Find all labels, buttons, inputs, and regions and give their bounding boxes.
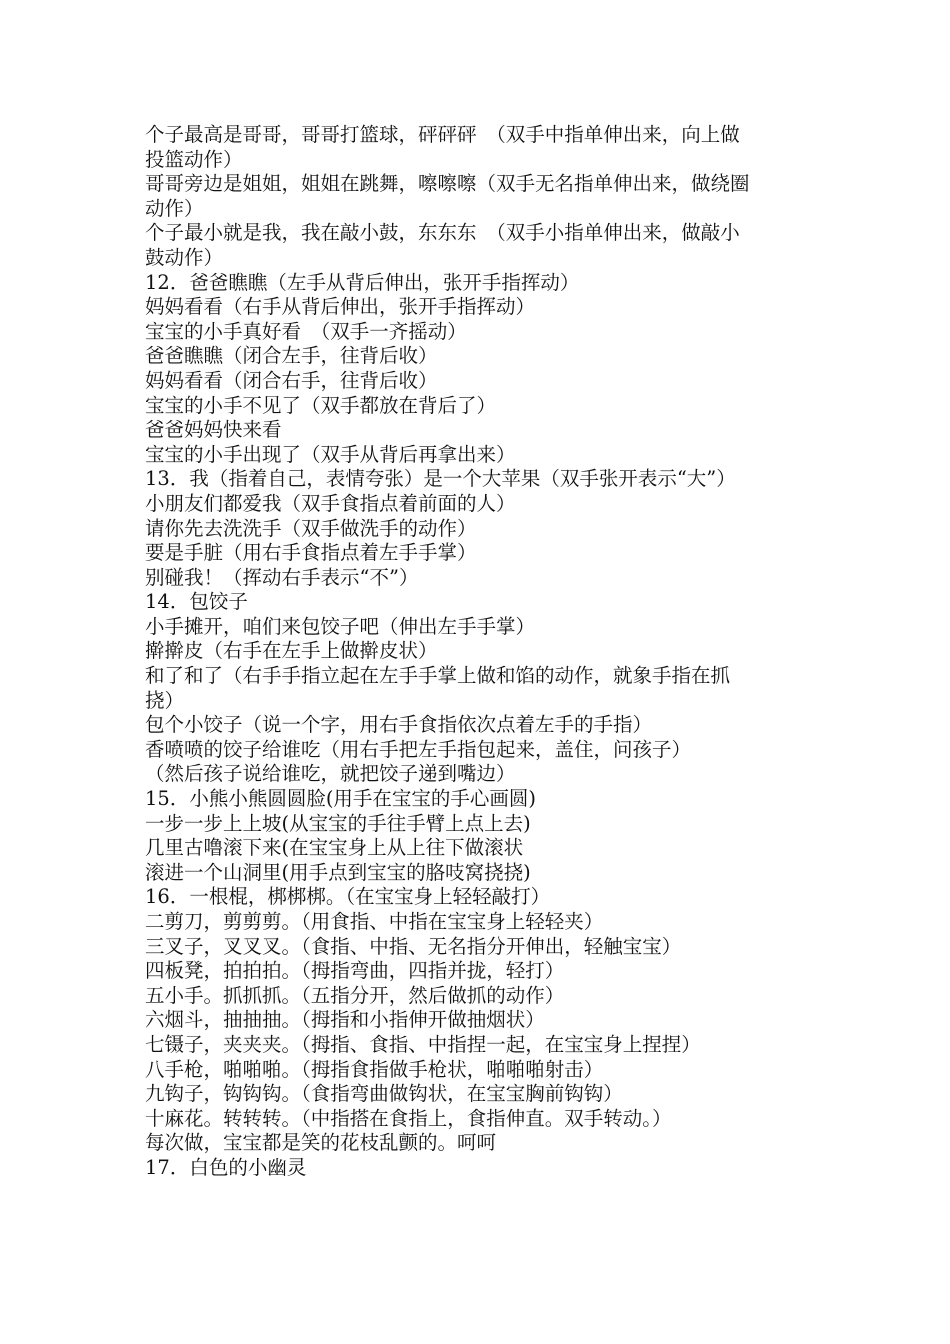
text-line: 15．小熊小熊圆圆脸(用手在宝宝的手心画圆) xyxy=(145,787,537,811)
text-line: 包个小饺子（说一个字，用右手食指依次点着左手的手指） xyxy=(145,713,653,737)
text-line: 别碰我！（挥动右手表示“不”） xyxy=(145,565,419,589)
text-line: 动作） xyxy=(145,196,204,220)
text-line: 妈妈看看（右手从背后伸出，张开手指挥动） xyxy=(145,295,536,319)
text-line: 小朋友们都爱我（双手食指点着前面的人） xyxy=(145,491,516,515)
text-line: 宝宝的小手真好看 （双手一齐摇动） xyxy=(145,319,467,343)
document-body xyxy=(145,123,815,1181)
text-line: 14．包饺子 xyxy=(145,590,248,614)
text-line: 哥哥旁边是姐姐，姐姐在跳舞，嚓嚓嚓（双手无名指单伸出来，做绕圈 xyxy=(145,172,750,196)
text-line: 七镊子，夹夹夹。（拇指、食指、中指捏一起，在宝宝身上捏捏） xyxy=(145,1032,701,1056)
text-line: 每次做，宝宝都是笑的花枝乱颤的。呵呵 xyxy=(145,1131,497,1155)
text-line: 四板凳，拍拍拍。（拇指弯曲，四指并拢，轻打） xyxy=(145,959,565,983)
text-line: 投篮动作） xyxy=(145,147,243,171)
text-line: 要是手脏（用右手食指点着左手手掌） xyxy=(145,541,477,565)
text-line: 六烟斗，抽抽抽。（拇指和小指伸开做抽烟状） xyxy=(145,1008,545,1032)
text-line: 17．白色的小幽灵 xyxy=(145,1155,307,1179)
text-line: 三叉子，叉叉叉。（食指、中指、无名指分开伸出，轻触宝宝） xyxy=(145,934,682,958)
text-line: 妈妈看看（闭合右手，往背后收） xyxy=(145,368,438,392)
text-line: 鼓动作） xyxy=(145,245,224,269)
text-line: 擀擀皮（右手在左手上做擀皮状） xyxy=(145,639,438,663)
text-line: 爸爸妈妈快来看 xyxy=(145,418,282,442)
text-line: 和了和了（右手手指立起在左手手掌上做和馅的动作，就象手指在抓 xyxy=(145,664,731,688)
text-line: 16．一根棍，梆梆梆。（在宝宝身上轻轻敲打） xyxy=(145,885,551,909)
text-line: 一步一步上上坡(从宝宝的手往手臂上点上去) xyxy=(145,811,531,835)
text-line: （然后孩子说给谁吃，就把饺子递到嘴边） xyxy=(145,762,516,786)
text-line: 几里古噜滚下来(在宝宝身上从上往下做滚状 xyxy=(145,836,524,860)
text-line: 个子最小就是我，我在敲小鼓，东东东 （双手小指单伸出来，做敲小 xyxy=(145,221,740,245)
text-line: 滚进一个山洞里(用手点到宝宝的胳吱窝挠挠) xyxy=(145,860,531,884)
text-line: 个子最高是哥哥，哥哥打篮球，砰砰砰 （双手中指单伸出来，向上做 xyxy=(145,123,740,146)
text-line: 13．我（指着自己，表情夸张）是一个大苹果（双手张开表示“大”） xyxy=(145,467,736,491)
text-line: 十麻花。转转转。（中指搭在食指上，食指伸直。双手转动。） xyxy=(145,1106,672,1130)
text-line: 宝宝的小手出现了（双手从背后再拿出来） xyxy=(145,442,516,466)
text-line: 八手枪，啪啪啪。（拇指食指做手枪状，啪啪啪射击） xyxy=(145,1057,604,1081)
text-line: 五小手。抓抓抓。（五指分开，然后做抓的动作） xyxy=(145,983,565,1007)
text-line: 二剪刀，剪剪剪。（用食指、中指在宝宝身上轻轻夹） xyxy=(145,910,604,933)
text-line: 宝宝的小手不见了（双手都放在背后了） xyxy=(145,393,497,417)
text-line: 香喷喷的饺子给谁吃（用右手把左手指包起来，盖住，问孩子） xyxy=(145,737,692,761)
text-line: 挠） xyxy=(145,688,185,712)
text-line: 爸爸瞧瞧（闭合左手，往背后收） xyxy=(145,344,438,368)
text-line: 12．爸爸瞧瞧（左手从背后伸出，张开手指挥动） xyxy=(145,270,580,294)
text-line: 九钩子，钩钩钩。（食指弯曲做钩状，在宝宝胸前钩钩） xyxy=(145,1082,623,1106)
text-line: 请你先去洗洗手（双手做洗手的动作） xyxy=(145,516,477,540)
text-line: 小手摊开，咱们来包饺子吧（伸出左手手掌） xyxy=(145,614,536,638)
